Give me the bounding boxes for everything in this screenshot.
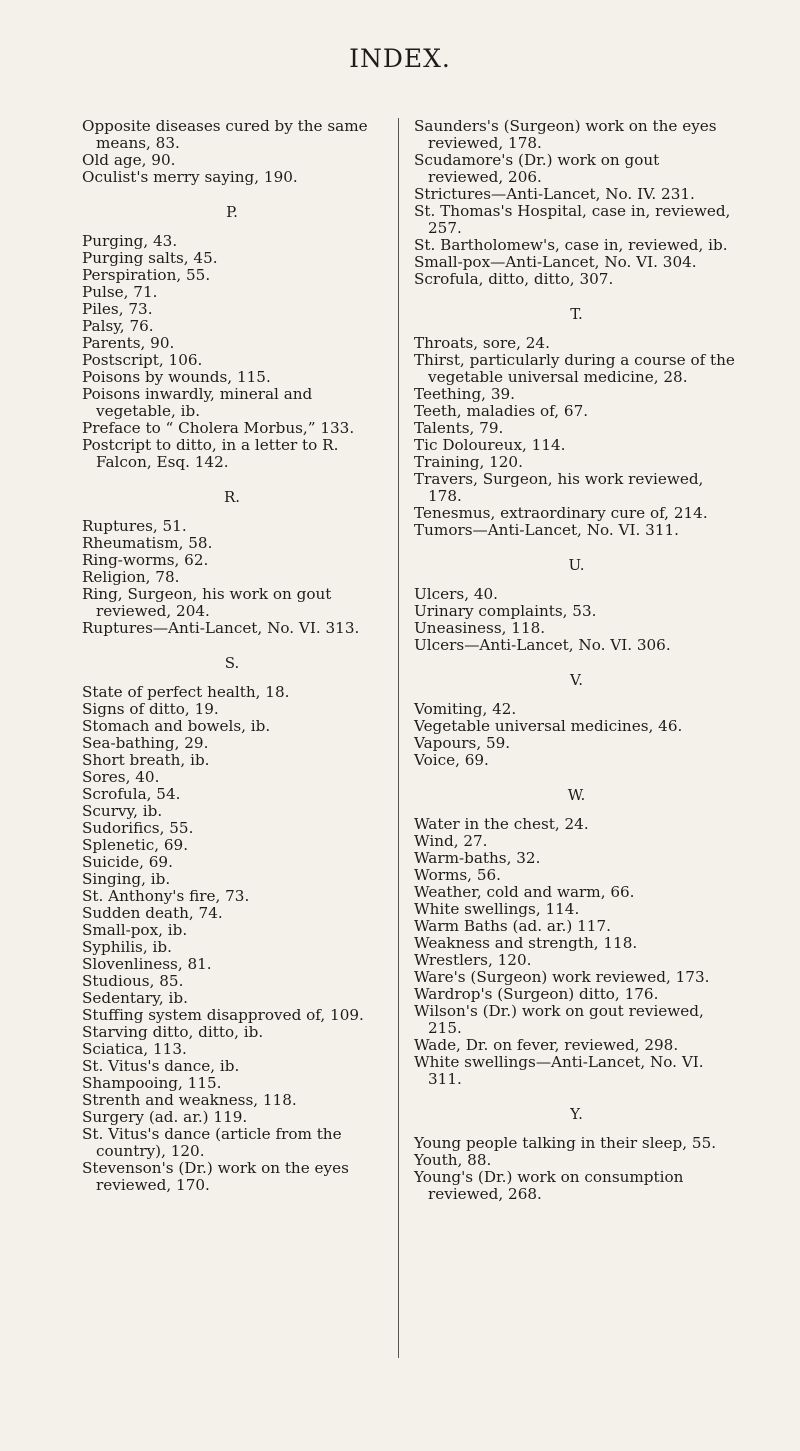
section-letter: S.: [224, 654, 240, 672]
index-entry: St. Anthony's fire, 73.: [82, 887, 250, 905]
section-letter: R.: [223, 488, 241, 506]
index-entry: Young people talking in their sleep, 55.: [414, 1134, 717, 1152]
index-entry: Purging, 43.: [82, 232, 178, 250]
index-entry: Teeth, maladies of, 67.: [414, 402, 589, 420]
index-section: [414, 1106, 739, 1203]
index-entry: Piles, 73.: [82, 300, 153, 318]
index-entry: Warm Baths (ad. ar.) 117.: [414, 917, 611, 935]
index-entry: Syphilis, ib.: [82, 938, 172, 956]
index-entry: Stomach and bowels, ib.: [82, 717, 271, 735]
index-entry: White swellings, 114.: [414, 900, 580, 918]
index-entry: Purging salts, 45.: [82, 249, 218, 267]
index-entry: Ulcers, 40.: [414, 585, 499, 603]
index-entry: Saunders's (Surgeon) work on the eyes reviewed, 178.: [414, 117, 717, 152]
index-section: [82, 204, 382, 471]
index-entry: Training, 120.: [414, 453, 523, 471]
index-entry: Small-pox, ib.: [82, 921, 188, 939]
section-letter: W.: [567, 786, 586, 804]
index-entry: Weakness and strength, 118.: [414, 934, 638, 952]
index-entry: Short breath, ib.: [82, 751, 210, 769]
index-entry: Ware's (Surgeon) work reviewed, 173.: [414, 968, 710, 986]
index-entry: Scrofula, ditto, ditto, 307.: [414, 270, 614, 288]
index-entry: Singing, ib.: [82, 870, 171, 888]
index-entry: Sedentary, ib.: [82, 989, 188, 1007]
section-letter: P.: [226, 203, 238, 221]
index-entry: Preface to “ Cholera Morbus,” 133.: [82, 419, 355, 437]
index-entry: Wade, Dr. on fever, reviewed, 298.: [414, 1036, 679, 1054]
index-entry: Vegetable universal medicines, 46.: [414, 717, 683, 735]
index-entry: Uneasiness, 118.: [414, 619, 546, 637]
index-entry: State of perfect health, 18.: [82, 683, 290, 701]
index-entry: St. Thomas's Hospital, case in, reviewed, 257.: [414, 202, 731, 237]
index-entry: Throats, sore, 24.: [414, 334, 550, 352]
index-entry: Water in the chest, 24.: [414, 815, 589, 833]
index-entry: Palsy, 76.: [82, 317, 154, 335]
index-entry: Splenetic, 69.: [82, 836, 189, 854]
index-section: [414, 306, 739, 539]
index-entry: Tic Doloureux, 114.: [414, 436, 566, 454]
left-column: [82, 118, 382, 1194]
index-entry: Pulse, 71.: [82, 283, 158, 301]
index-entry: Scudamore's (Dr.) work on gout reviewed, 206.: [414, 151, 660, 186]
column-divider: [398, 118, 399, 1358]
index-entry: Poisons by wounds, 115.: [82, 368, 271, 386]
index-entry: Parents, 90.: [82, 334, 175, 352]
index-entry: Vomiting, 42.: [414, 700, 517, 718]
index-entry: Sudorifics, 55.: [82, 819, 194, 837]
index-section: [82, 489, 382, 637]
section-letter: U.: [568, 556, 585, 574]
index-entry: Ring-worms, 62.: [82, 551, 209, 569]
index-entry: Young's (Dr.) work on consumption reviewed, 268.: [414, 1168, 684, 1203]
index-entry: Oculist's merry saying, 190.: [82, 168, 298, 186]
right-column: [414, 118, 739, 1203]
index-entry: Ring, Surgeon, his work on gout reviewed, 204.: [82, 585, 332, 620]
index-entry: Wind, 27.: [414, 832, 488, 850]
index-entry: Shampooing, 115.: [82, 1074, 222, 1092]
index-entry: Teething, 39.: [414, 385, 515, 403]
index-entry: Worms, 56.: [414, 866, 501, 884]
index-section: [82, 655, 382, 1194]
index-entry: Vapours, 59.: [414, 734, 511, 752]
index-entry: Old age, 90.: [82, 151, 176, 169]
index-entry: Urinary complaints, 53.: [414, 602, 597, 620]
index-entry: Scurvy, ib.: [82, 802, 163, 820]
section-letter: Y.: [570, 1105, 583, 1123]
index-entry: Studious, 85.: [82, 972, 184, 990]
index-entry: Strenth and weakness, 118.: [82, 1091, 297, 1109]
index-entry: Signs of ditto, 19.: [82, 700, 219, 718]
index-entry: Scrofula, 54.: [82, 785, 181, 803]
index-entry: Warm-baths, 32.: [414, 849, 541, 867]
index-entry: Sciatica, 113.: [82, 1040, 187, 1058]
index-entry: Tenesmus, extraordinary cure of, 214.: [414, 504, 708, 522]
index-entry: St. Vitus's dance (article from the country), 120.: [82, 1125, 342, 1160]
index-entry: Surgery (ad. ar.) 119.: [82, 1108, 248, 1126]
index-section: [414, 672, 739, 769]
index-entry: White swellings—Anti-Lancet, No. VI. 311.: [414, 1053, 704, 1088]
index-entry: Small-pox—Anti-Lancet, No. VI. 304.: [414, 253, 697, 271]
section-letter: V.: [570, 671, 583, 689]
index-entry: Poisons inwardly, mineral and vegetable, ib.: [82, 385, 313, 420]
index-entry: Sudden death, 74.: [82, 904, 223, 922]
index-entry: Starving ditto, ditto, ib.: [82, 1023, 264, 1041]
index-entry: Talents, 79.: [414, 419, 504, 437]
index-entry: Ruptures—Anti-Lancet, No. VI. 313.: [82, 619, 360, 637]
index-entry: Wardrop's (Surgeon) ditto, 176.: [414, 985, 659, 1003]
page-title: INDEX.: [349, 44, 451, 73]
index-entry: Travers, Surgeon, his work reviewed, 178.: [414, 470, 704, 505]
index-entry: St. Vitus's dance, ib.: [82, 1057, 240, 1075]
index-section: [414, 787, 739, 1088]
index-entry: Wilson's (Dr.) work on gout reviewed, 215.: [414, 1002, 704, 1037]
index-entry: Postcript to ditto, in a letter to R. Falcon, Esq. 142.: [82, 436, 339, 471]
index-entry: Weather, cold and warm, 66.: [414, 883, 635, 901]
index-section: [82, 118, 382, 186]
index-entry: Wrestlers, 120.: [414, 951, 532, 969]
section-letter: T.: [570, 305, 583, 323]
index-entry: Perspiration, 55.: [82, 266, 211, 284]
index-entry: Sea-bathing, 29.: [82, 734, 209, 752]
index-entry: Thirst, particularly during a course of the vegetable universal medicine, 28.: [414, 351, 735, 386]
index-entry: Stuffing system disapproved of, 109.: [82, 1006, 364, 1024]
index-entry: Opposite diseases cured by the same means, 83.: [82, 117, 368, 152]
index-entry: Strictures—Anti-Lancet, No. IV. 231.: [414, 185, 695, 203]
index-section: [414, 557, 739, 654]
index-entry: Youth, 88.: [414, 1151, 492, 1169]
index-entry: Slovenliness, 81.: [82, 955, 212, 973]
index-entry: Suicide, 69.: [82, 853, 173, 871]
index-entry: Religion, 78.: [82, 568, 180, 586]
index-entry: Postscript, 106.: [82, 351, 203, 369]
index-entry: Ulcers—Anti-Lancet, No. VI. 306.: [414, 636, 671, 654]
index-entry: Stevenson's (Dr.) work on the eyes reviewed, 170.: [82, 1159, 349, 1194]
index-section: [414, 118, 739, 288]
index-entry: St. Bartholomew's, case in, reviewed, ib.: [414, 236, 728, 254]
index-entry: Voice, 69.: [414, 751, 489, 769]
index-entry: Rheumatism, 58.: [82, 534, 213, 552]
index-entry: Ruptures, 51.: [82, 517, 187, 535]
index-entry: Tumors—Anti-Lancet, No. VI. 311.: [414, 521, 679, 539]
index-entry: Sores, 40.: [82, 768, 160, 786]
